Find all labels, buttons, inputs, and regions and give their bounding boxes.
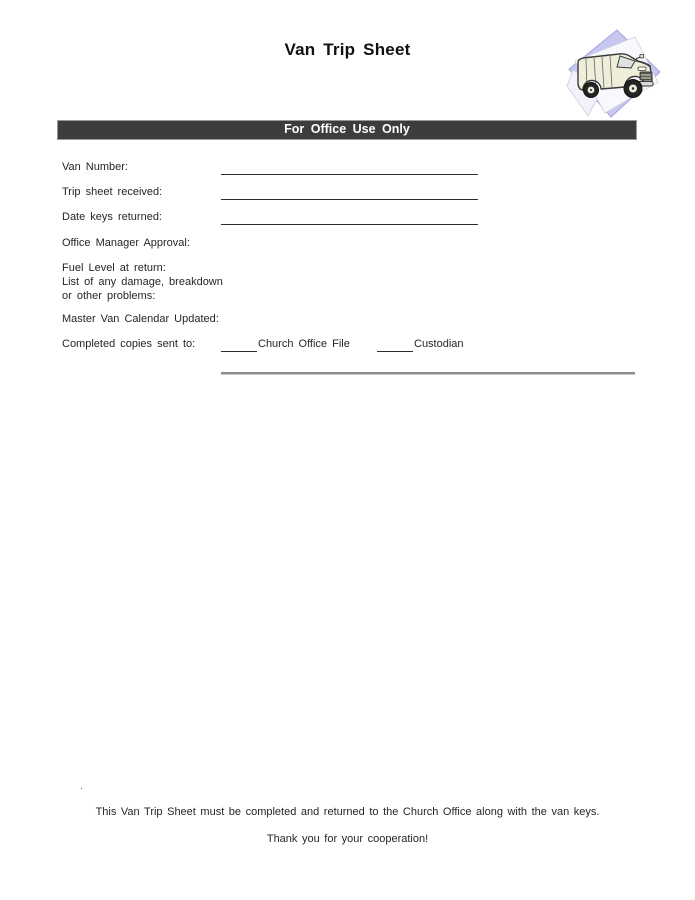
custodian-blank [377, 338, 413, 352]
form-row-fuel-level [0, 262, 695, 276]
footer-return-note: This Van Trip Sheet must be completed and returned to the Church Office along with the van keys. [95, 806, 600, 818]
stray-period-mark: . [80, 781, 83, 792]
damage-list-label-line1: List of any damage, breakdown [62, 276, 223, 288]
form-row-office-manager-approval [0, 237, 695, 251]
completed-copies-label: Completed copies sent to: [62, 338, 196, 350]
church-office-file-label: Church Office File [258, 338, 350, 350]
trip-sheet-received-label: Trip sheet received: [62, 186, 163, 198]
office-manager-approval-label: Office Manager Approval: [62, 237, 190, 249]
van-clipart-icon [561, 28, 667, 120]
footer-thanks-note: Thank you for your cooperation! [266, 833, 429, 845]
form-row-date-keys-returned [0, 211, 695, 225]
master-calendar-label: Master Van Calendar Updated: [62, 313, 219, 325]
van-number-fill-line [221, 161, 478, 175]
damage-list-label-line2: or other problems: [62, 290, 156, 302]
custodian-label: Custodian [414, 338, 464, 350]
trip-sheet-received-fill-line [221, 186, 478, 200]
van-clipart-container [561, 28, 667, 120]
page-title: Van Trip Sheet [284, 40, 411, 59]
form-row-master-calendar [0, 313, 695, 327]
date-keys-returned-fill-line [221, 211, 478, 225]
notes-divider-line [221, 372, 635, 375]
church-office-file-blank [221, 338, 257, 352]
fuel-level-label: Fuel Level at return: [62, 262, 166, 274]
form-row-trip-sheet-received [0, 186, 695, 200]
van-number-label: Van Number: [62, 161, 128, 173]
form-row-damage-line1 [0, 276, 695, 290]
date-keys-returned-label: Date keys returned: [62, 211, 162, 223]
office-use-banner: For Office Use Only [57, 120, 637, 140]
form-row-damage-line2 [0, 290, 695, 304]
form-row-van-number [0, 161, 695, 175]
form-row-completed-copies [0, 338, 695, 352]
